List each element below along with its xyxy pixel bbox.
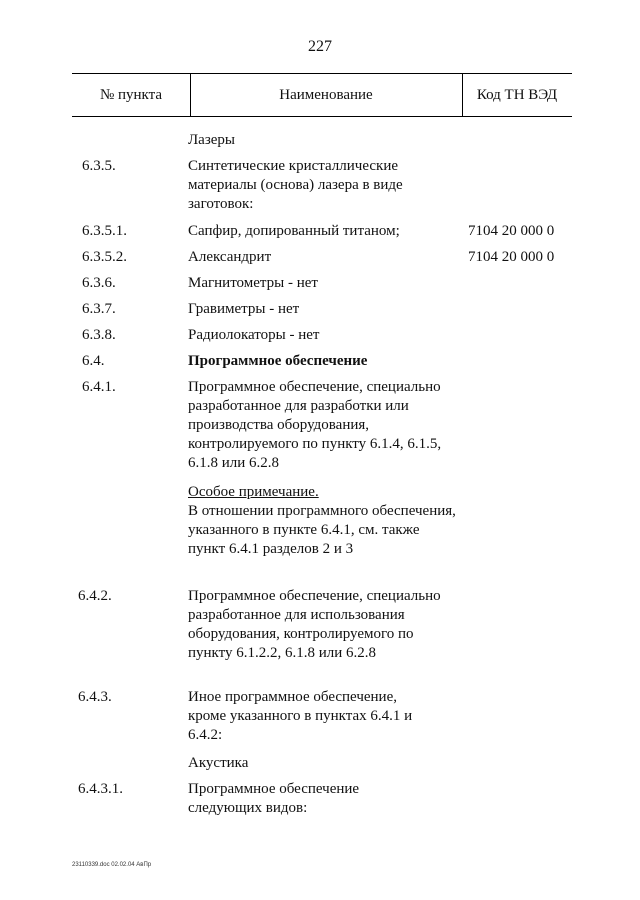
item-number: 6.4.2. (78, 588, 112, 604)
item-code: 7104 20 000 0 (468, 249, 555, 265)
item-number: 6.3.5.2. (82, 249, 127, 265)
item-name: Программное обеспечение, специально разработанное для использования оборудования, контролируемого по пункту 6.1.2.2, 6.1.8 или 6.2.8 (188, 588, 441, 661)
item-number: 6.4.3.1. (78, 781, 123, 797)
item-number: 6.3.5.1. (82, 223, 127, 239)
item-number: 6.3.7. (82, 301, 116, 317)
header-item-number: № пункта (99, 87, 163, 103)
item-number: 6.4. (82, 353, 105, 369)
item-name: Программное обеспечение, специально разработанное для разработки или производства оборудования, контролируемого по пункту 6.1.4, 6.1.5, 6.1.8 или 6.2.8 (188, 379, 442, 471)
item-name: Гравиметры - нет (188, 301, 300, 317)
item-name: Сапфир, допированный титаном; (188, 223, 400, 239)
header-code: Код ТН ВЭД (476, 87, 558, 103)
section-heading: Лазеры (188, 132, 235, 148)
subsection-heading: Акустика (188, 755, 249, 771)
item-name: Радиолокаторы - нет (188, 327, 320, 343)
item-number: 6.3.8. (82, 327, 116, 343)
item-name: Программное обеспечение (188, 353, 368, 369)
item-name: Александрит (188, 249, 272, 265)
item-number: 6.4.3. (78, 689, 112, 705)
table-header (72, 73, 572, 117)
item-code: 7104 20 000 0 (468, 223, 555, 239)
item-name: Иное программное обеспечение, кроме указанного в пунктах 6.4.1 и 6.4.2: (188, 689, 413, 743)
item-number: 6.3.6. (82, 275, 116, 291)
note-title: Особое примечание. (188, 484, 319, 500)
item-name: Программное обеспечение следующих видов: (188, 781, 360, 816)
item-number: 6.4.1. (82, 379, 116, 395)
item-name: Синтетические кристаллические материалы (основа) лазера в виде заготовок: (188, 158, 403, 212)
document-footer: 23110339.doc 02.02.04 АвПр (72, 862, 152, 868)
header-name: Наименование (279, 87, 373, 103)
note-text: В отношении программного обеспечения, указанного в пункте 6.4.1, см. также пункт 6.4.1 разделов 2 и 3 (188, 503, 456, 557)
page-number: 227 (308, 38, 332, 55)
item-number: 6.3.5. (82, 158, 116, 174)
item-name: Магнитометры - нет (188, 275, 318, 291)
